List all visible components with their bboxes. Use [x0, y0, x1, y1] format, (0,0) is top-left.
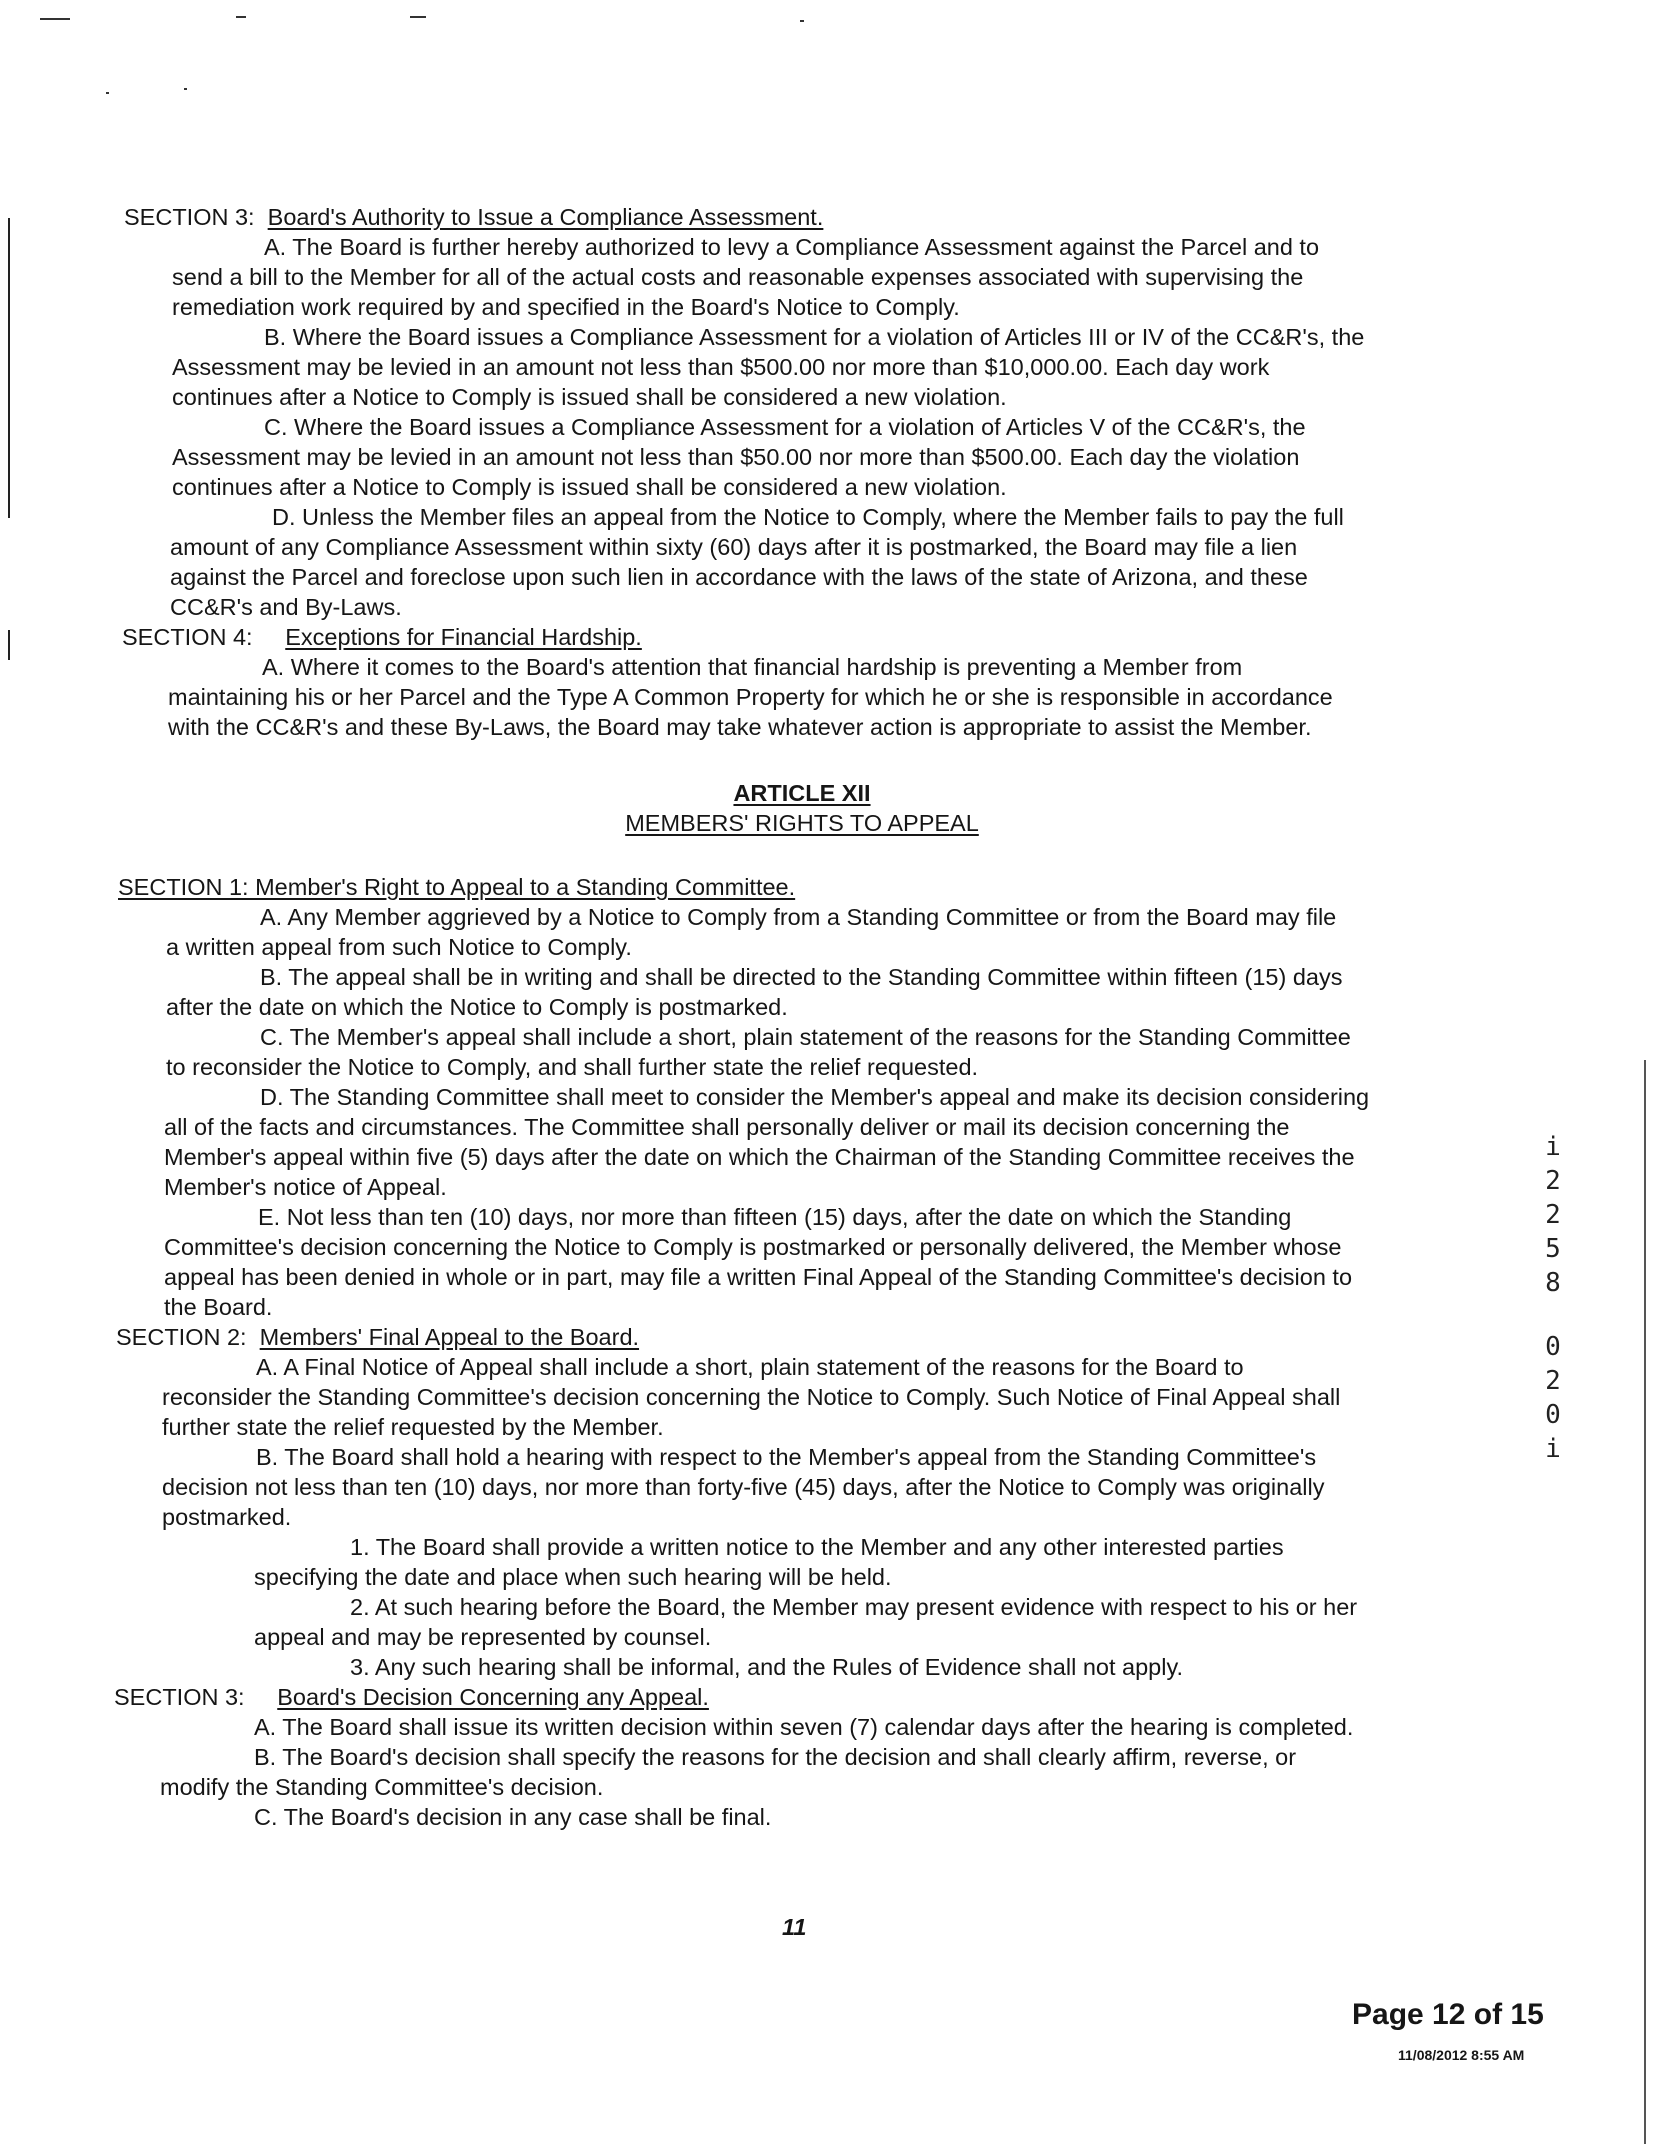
paragraph-line: B. Where the Board issues a Compliance Assessment for a violation of Articles III or IV of the CC&R's, the — [264, 324, 1365, 350]
paragraph-line: A. The Board is further hereby authorized to levy a Compliance Assessment against the Parcel and to — [264, 234, 1320, 260]
paragraph-line: Member's notice of Appeal. — [164, 1174, 447, 1200]
print-timestamp: 11/08/2012 8:55 AM — [1398, 2047, 1525, 2063]
scan-artifact — [800, 20, 804, 22]
paragraph-line: all of the facts and circumstances. The Committee shall personally deliver or mail its decision concerning the — [164, 1114, 1290, 1140]
paragraph-line: to reconsider the Notice to Comply, and shall further state the relief requested. — [166, 1054, 979, 1080]
section-label: SECTION 3: — [124, 204, 255, 230]
paragraph-line: 3. Any such hearing shall be informal, and the Rules of Evidence shall not apply. — [350, 1654, 1184, 1680]
section-2-header — [116, 1322, 639, 1352]
stamp-char: 8 — [1545, 1268, 1561, 1298]
paragraph-line: reconsider the Standing Committee's decision concerning the Notice to Comply. Such Notice of Final Appeal shall — [162, 1384, 1341, 1410]
paragraph-line: 1. The Board shall provide a written notice to the Member and any other interested parties — [350, 1534, 1284, 1560]
margin-bar — [1644, 1060, 1646, 2144]
paragraph-line: Assessment may be levied in an amount not less than $500.00 nor more than $10,000.00. Each day work — [172, 354, 1270, 380]
section-1-header: SECTION 1: Member's Right to Appeal to a Standing Committee. — [118, 874, 796, 900]
section-label: SECTION 3: — [114, 1684, 245, 1710]
paragraph-line: B. The Board shall hold a hearing with respect to the Member's appeal from the Standing Committee's — [256, 1444, 1317, 1470]
paragraph-line: modify the Standing Committee's decision. — [160, 1774, 604, 1800]
section-label: SECTION 4: — [122, 624, 253, 650]
stamp-char: 5 — [1545, 1234, 1561, 1264]
stamp-char: 2 — [1545, 1200, 1561, 1230]
paragraph-line: A. Any Member aggrieved by a Notice to Comply from a Standing Committee or from the Board may file — [260, 904, 1337, 930]
paragraph-line: D. The Standing Committee shall meet to consider the Member's appeal and make its decision considering — [260, 1084, 1370, 1110]
page-of-label: Page 12 of 15 — [1352, 1998, 1544, 2031]
scan-artifact — [410, 16, 426, 18]
paragraph-line: remediation work required by and specified in the Board's Notice to Comply. — [172, 294, 960, 320]
scan-artifact — [40, 18, 70, 20]
paragraph-line: the Board. — [164, 1294, 273, 1320]
stamp-char: 0 — [1545, 1332, 1561, 1362]
margin-bar — [8, 630, 10, 660]
paragraph-line: maintaining his or her Parcel and the Type A Common Property for which he or she is responsible in accordance — [168, 684, 1333, 710]
article-subheading — [0, 808, 1604, 838]
section-title: Exceptions for Financial Hardship. — [285, 624, 642, 650]
paragraph-line: specifying the date and place when such hearing will be held. — [254, 1564, 892, 1590]
side-stamp — [1540, 1330, 1566, 1466]
article-subtitle: MEMBERS' RIGHTS TO APPEAL — [625, 810, 979, 836]
paragraph-line: B. The Board's decision shall specify the reasons for the decision and shall clearly affirm, reverse, or — [254, 1744, 1297, 1770]
paragraph-line: Member's appeal within five (5) days after the date on which the Chairman of the Standing Committee receives the — [164, 1144, 1355, 1170]
paragraph-line: postmarked. — [162, 1504, 292, 1530]
paragraph-line: C. The Member's appeal shall include a short, plain statement of the reasons for the Standing Committee — [260, 1024, 1351, 1050]
paragraph-line: C. The Board's decision in any case shall be final. — [254, 1804, 772, 1830]
paragraph-line: B. The appeal shall be in writing and shall be directed to the Standing Committee within fifteen (15) days — [260, 964, 1343, 990]
paragraph-line: send a bill to the Member for all of the actual costs and reasonable expenses associated with supervising the — [172, 264, 1304, 290]
paragraph-line: E. Not less than ten (10) days, nor more than fifteen (15) days, after the date on which the Standing — [258, 1204, 1292, 1230]
section-label: SECTION 2: — [116, 1324, 247, 1350]
scan-artifact — [106, 92, 109, 94]
paragraph-line: with the CC&R's and these By-Laws, the Board may take whatever action is appropriate to assist the Member. — [168, 714, 1312, 740]
page-number: 11 — [782, 1914, 807, 1940]
paragraph-line: after the date on which the Notice to Comply is postmarked. — [166, 994, 788, 1020]
article-title: ARTICLE XII — [733, 780, 871, 806]
section-title: Board's Decision Concerning any Appeal. — [277, 1684, 709, 1710]
paragraph-line: decision not less than ten (10) days, nor more than forty-five (45) days, after the Notice to Comply was originally — [162, 1474, 1325, 1500]
article-heading — [0, 778, 1604, 808]
stamp-char: i — [1545, 1132, 1561, 1162]
paragraph-line: D. Unless the Member files an appeal from the Notice to Comply, where the Member fails to pay the full — [272, 504, 1344, 530]
paragraph-line: a written appeal from such Notice to Comply. — [166, 934, 632, 960]
section-4-header — [122, 622, 642, 652]
paragraph-line: continues after a Notice to Comply is issued shall be considered a new violation. — [172, 474, 1007, 500]
paragraph-line: against the Parcel and foreclose upon such lien in accordance with the laws of the state of Arizona, and these — [170, 564, 1308, 590]
paragraph-line: appeal and may be represented by counsel. — [254, 1624, 712, 1650]
paragraph-line: A. The Board shall issue its written decision within seven (7) calendar days after the hearing is completed. — [254, 1714, 1354, 1740]
paragraph-line: Committee's decision concerning the Notice to Comply is postmarked or personally delivered, the Member whose — [164, 1234, 1342, 1260]
stamp-char: 2 — [1545, 1366, 1561, 1396]
paragraph-line: A. Where it comes to the Board's attention that financial hardship is preventing a Member from — [262, 654, 1243, 680]
paragraph-line: continues after a Notice to Comply is issued shall be considered a new violation. — [172, 384, 1007, 410]
paragraph-line: amount of any Compliance Assessment within sixty (60) days after it is postmarked, the Board may file a lien — [170, 534, 1298, 560]
scan-artifact — [236, 16, 246, 18]
paragraph-line: CC&R's and By-Laws. — [170, 594, 402, 620]
paragraph-line: 2. At such hearing before the Board, the Member may present evidence with respect to his or her — [350, 1594, 1358, 1620]
paragraph-line: further state the relief requested by the Member. — [162, 1414, 664, 1440]
section-3-header — [124, 202, 823, 232]
section-title: Board's Authority to Issue a Compliance Assessment. — [267, 204, 824, 230]
section-3b-header — [114, 1682, 709, 1712]
side-stamp — [1540, 1130, 1566, 1300]
paragraph-line: Assessment may be levied in an amount not less than $50.00 nor more than $500.00. Each day the violation — [172, 444, 1300, 470]
paragraph-line: C. Where the Board issues a Compliance Assessment for a violation of Articles V of the CC&R's, the — [264, 414, 1306, 440]
paragraph-line: appeal has been denied in whole or in part, may file a written Final Appeal of the Standing Committee's decision to — [164, 1264, 1353, 1290]
margin-bar — [8, 218, 10, 518]
stamp-char: i — [1545, 1434, 1561, 1464]
scan-artifact — [184, 88, 187, 90]
stamp-char: 2 — [1545, 1166, 1561, 1196]
section-title: Members' Final Appeal to the Board. — [259, 1324, 640, 1350]
stamp-char: 0 — [1545, 1400, 1561, 1430]
paragraph-line: A. A Final Notice of Appeal shall include a short, plain statement of the reasons for the Board to — [256, 1354, 1244, 1380]
